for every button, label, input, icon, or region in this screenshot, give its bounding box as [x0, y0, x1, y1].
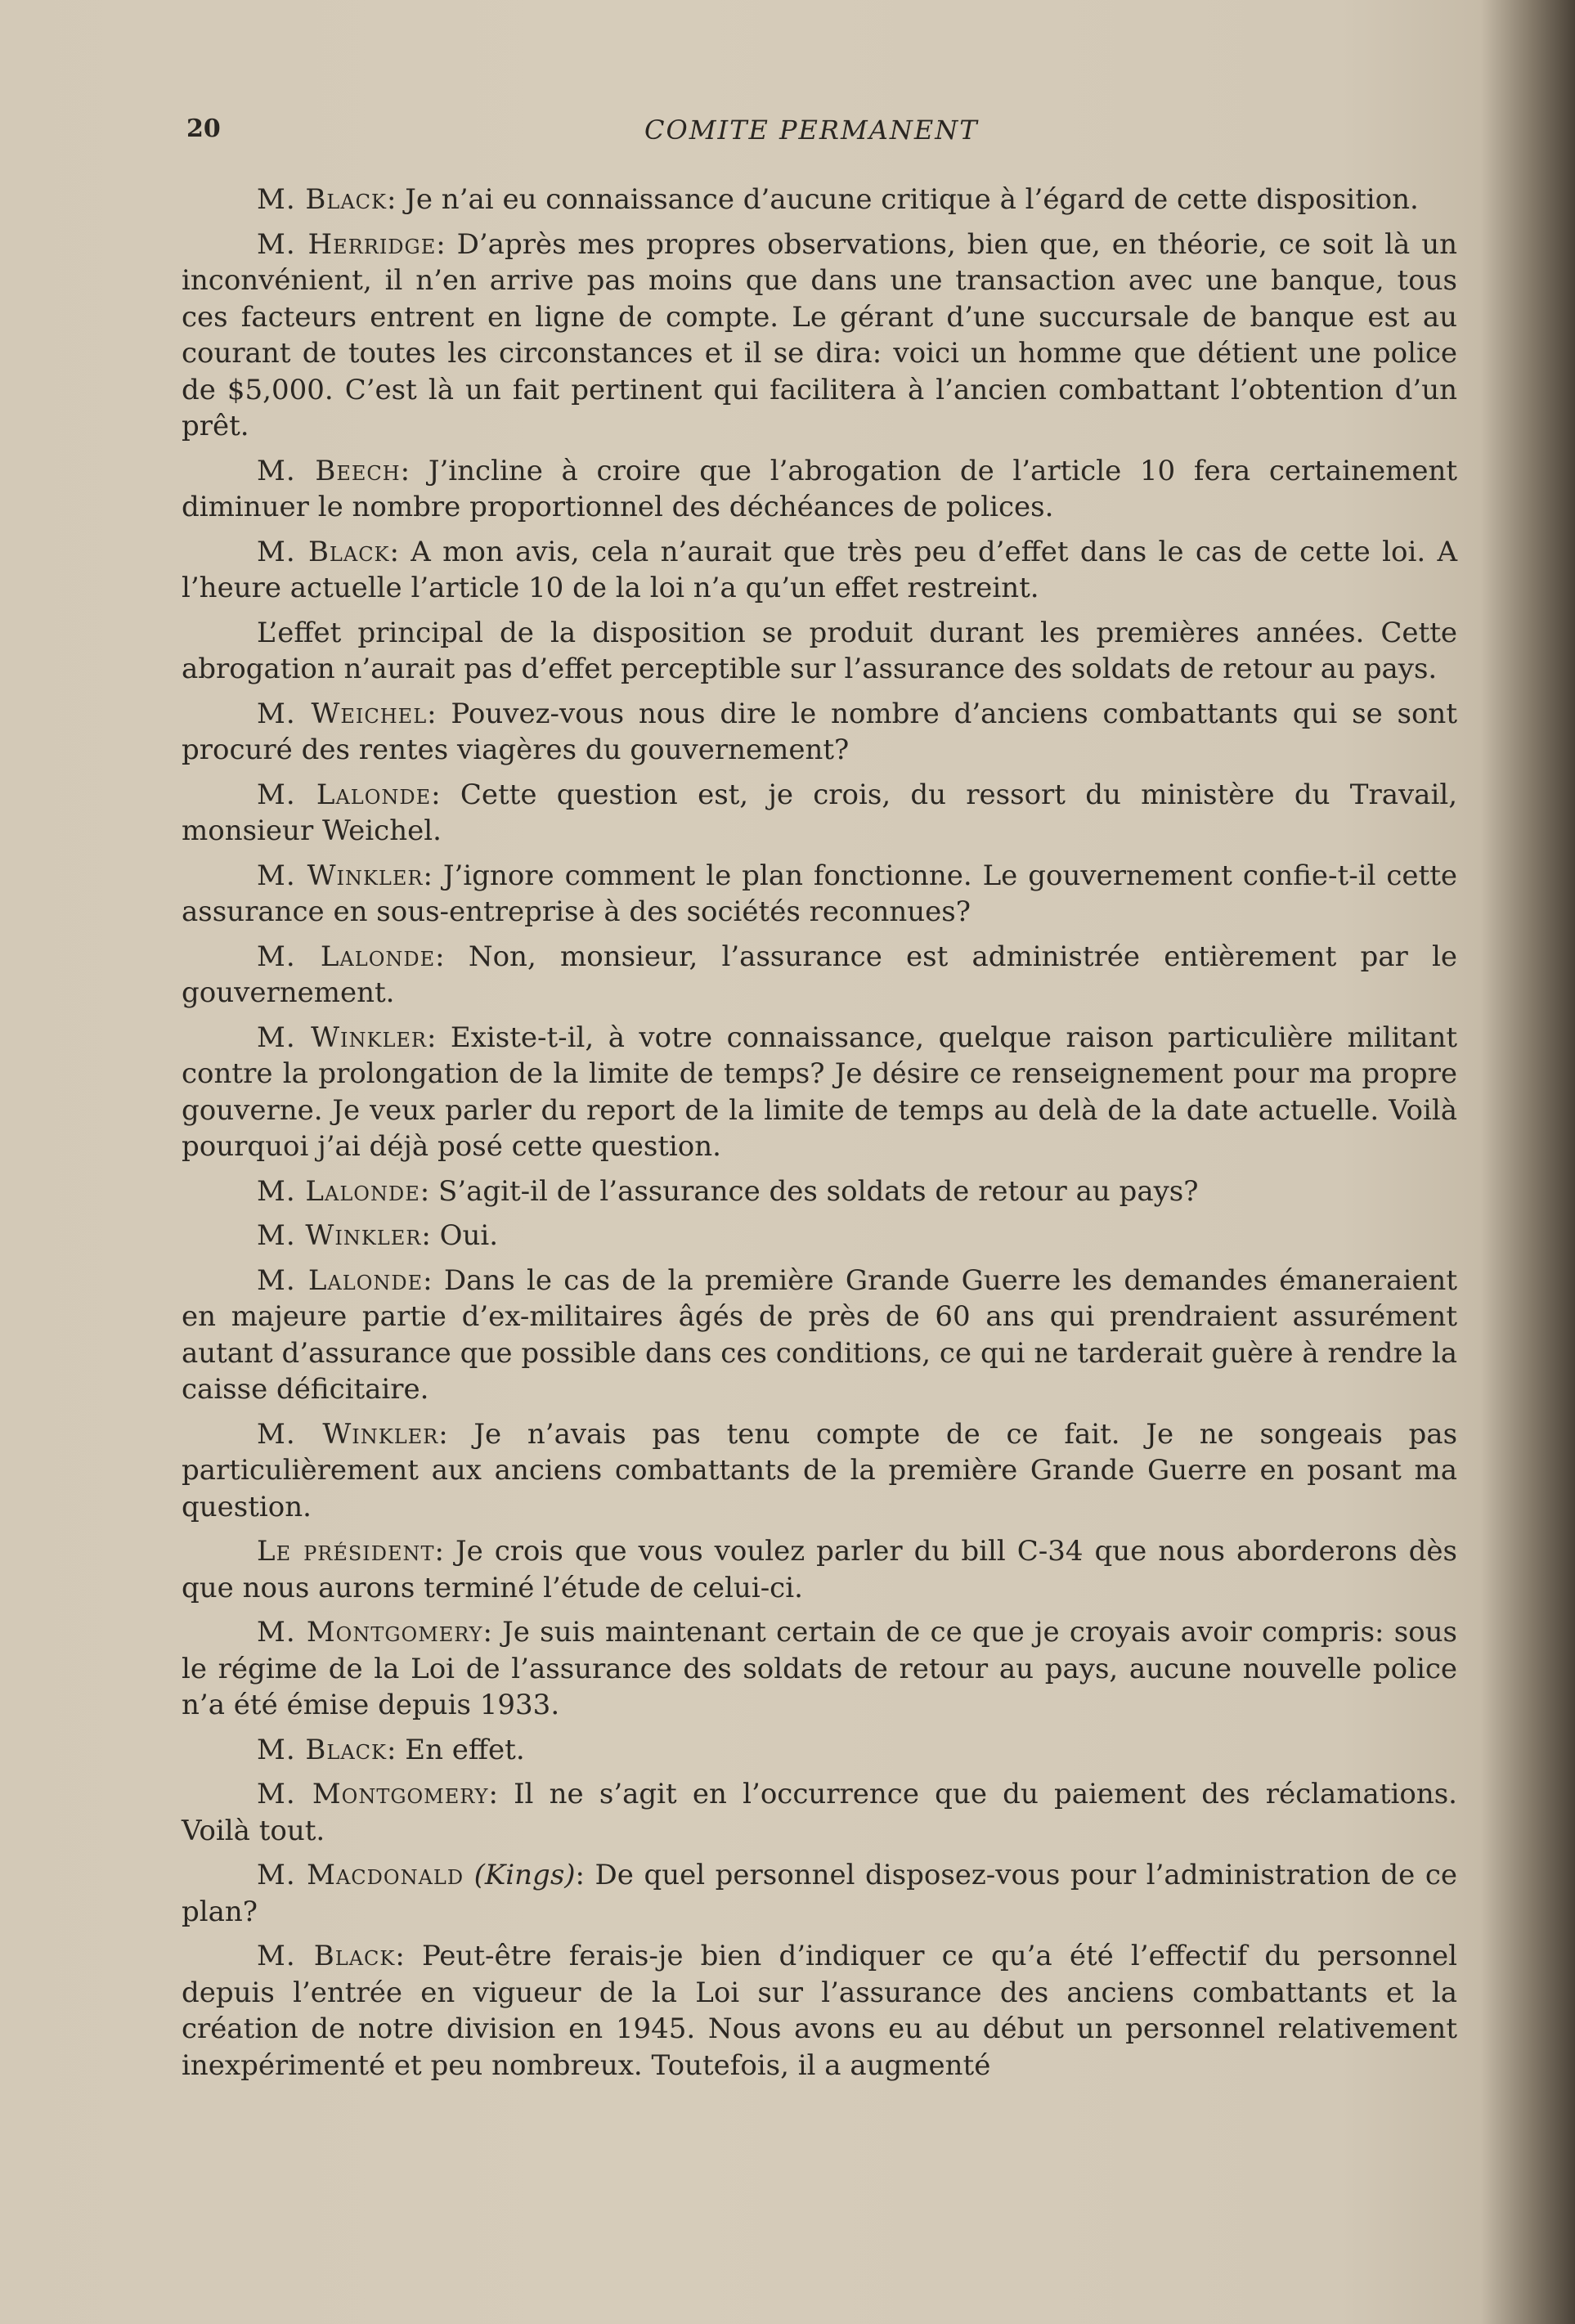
speaker-name: M. Lalonde	[257, 1174, 420, 1208]
paragraph: M. Winkler: Oui.	[257, 1219, 499, 1252]
paragraph-text: En effet.	[405, 1733, 525, 1766]
paragraph-text: S’agit-il de l’assurance des soldats de retour au pays?	[438, 1174, 1199, 1208]
speaker-name: M. Winkler	[257, 859, 424, 892]
speaker-name: M. Winkler	[257, 1219, 422, 1252]
paragraph-text: Je suis maintenant certain de ce que je croyais avoir compris: sous le régime de la Loi de l’assurance des soldats de retour au pays, aucune nouvelle police n’a été émise depuis 1933.	[182, 1616, 1457, 1721]
page-number: 20	[186, 114, 221, 143]
paragraph-text: J’ignore comment le plan fonctionne. Le gouvernement confie-t-il cette assurance en sous-entreprise à des sociétés reconnues?	[182, 859, 1457, 928]
paragraph: Le président: Je crois que vous voulez parler du bill C-34 que nous aborderons dès que nous aurons terminé l’étude de celui-ci.	[182, 1535, 1458, 1604]
speaker-name: M. Montgomery	[257, 1616, 483, 1649]
speaker-name: M. Beech	[257, 454, 401, 487]
paragraph-text: Je n’ai eu connaissance d’aucune critique à l’égard de cette disposition.	[405, 183, 1419, 216]
paragraph-text: Peut-être ferais-je bien d’indiquer ce qu’a été l’effectif du personnel depuis l’entrée en vigueur de la Loi sur l’assurance des anciens combattants et la création de notre division en 1945. Nous avons eu au début un personnel relativement inexpérimenté et peu nombreux. Toutefois, il a augmenté	[182, 1940, 1457, 2082]
paragraph-text: Je crois que vous voulez parler du bill C-34 que nous aborderons dès que nous aurons terminé l’étude de celui-ci.	[182, 1535, 1458, 1604]
paragraph-text: J’incline à croire que l’abrogation de l’article 10 fera certainement diminuer le nombre proportionnel des déchéances de polices.	[182, 454, 1457, 523]
paragraph: M. Black: En effet.	[257, 1733, 525, 1766]
speaker-name: M. Montgomery	[257, 1778, 489, 1810]
paragraph: M. Black: Je n’ai eu connaissance d’aucune critique à l’égard de cette disposition.	[257, 183, 1419, 216]
speaker-name: M. Lalonde	[257, 940, 436, 973]
speaker-name: M. Macdonald	[257, 1859, 464, 1891]
paragraph-text: Oui.	[439, 1219, 499, 1252]
paragraph: M. Black: Peut-être ferais-je bien d’indiquer ce qu’a été l’effectif du personnel depuis l’entrée en vigueur de la Loi sur l’assurance des anciens combattants et la création de notre division en 1945. Nous avons eu au début un personnel relativement inexpérimenté et peu nombreux. Toutefois, il a augmenté	[182, 1940, 1457, 2082]
paragraph: M. Winkler: Existe-t-il, à votre connaissance, quelque raison particulière militant contre la prolongation de la limite de temps? Je désire ce renseignement pour ma propre gouverne. Je veux parler du report de la limite de temps au delà de la date actuelle. Voilà pourquoi j’ai déjà posé cette question.	[182, 1021, 1458, 1163]
paragraph-text: L’effet principal de la disposition se produit durant les premières années. Cette abrogation n’aurait pas d’effet perceptible sur l’assurance des soldats de retour au pays.	[182, 616, 1457, 685]
paragraph-text: Pouvez-vous nous dire le nombre d’anciens combattants qui se sont procuré des rentes viagères du gouvernement?	[182, 697, 1457, 766]
speaker-name: M. Black	[257, 183, 387, 216]
paragraph: M. Winkler: J’ignore comment le plan fonctionne. Le gouvernement confie-t-il cette assurance en sous-entreprise à des sociétés reconnues?	[182, 859, 1457, 928]
speaker-name: M. Black	[257, 1733, 387, 1766]
paragraph: M. Lalonde: Non, monsieur, l’assurance est administrée entièrement par le gouvernement.	[182, 940, 1457, 1009]
page-header	[186, 114, 1454, 150]
paragraph: M. Lalonde: S’agit-il de l’assurance des soldats de retour au pays?	[257, 1174, 1199, 1208]
speaker-riding: (Kings)	[473, 1859, 576, 1891]
speaker-name: M. Lalonde	[257, 1263, 424, 1297]
speaker-name: M. Black	[257, 535, 390, 568]
paragraph-text: Cette question est, je crois, du ressort du ministère du Travail, monsieur Weichel.	[182, 778, 1457, 847]
paragraph: M. Beech: J’incline à croire que l’abrogation de l’article 10 fera certainement diminuer le nombre proportionnel des déchéances de polices.	[182, 454, 1457, 523]
paragraph-text: Non, monsieur, l’assurance est administrée entièrement par le gouvernement.	[182, 940, 1457, 1009]
paragraph: M. Black: A mon avis, cela n’aurait que très peu d’effet dans le cas de cette loi. A l’heure actuelle l’article 10 de la loi n’a qu’un effet restreint.	[182, 535, 1457, 604]
paragraph: M. Weichel: Pouvez-vous nous dire le nombre d’anciens combattants qui se sont procuré des rentes viagères du gouvernement?	[182, 697, 1457, 766]
running-title: COMITE PERMANENT	[644, 114, 979, 146]
paragraph-text: D’après mes propres observations, bien que, en théorie, ce soit là un inconvénient, il n’en arrive pas moins que dans une transaction avec une banque, tous ces facteurs entrent en ligne de compte. Le gérant d’une succursale de banque est au courant de toutes les circonstances et il se dira: voici un homme que détient une police de $5,000. C’est là un fait pertinent qui facilitera à l’ancien combattant l’obtention d’un prêt.	[182, 227, 1458, 442]
paragraph: M. Lalonde: Dans le cas de la première Grande Guerre les demandes émaneraient en majeure partie d’ex-militaires âgés de près de 60 ans qui prendraient assurément autant d’assurance que possible dans ces conditions, ce qui ne tarderait guère à rendre la caisse déficitaire.	[182, 1263, 1457, 1406]
paragraph: M. Montgomery: Il ne s’agit en l’occurrence que du paiement des réclamations. Voilà tout.	[182, 1778, 1457, 1847]
paragraph-text: A mon avis, cela n’aurait que très peu d’effet dans le cas de cette loi. A l’heure actuelle l’article 10 de la loi n’a qu’un effet restreint.	[182, 535, 1457, 604]
paragraph-text: De quel personnel disposez-vous pour l’administration de ce plan?	[182, 1859, 1457, 1928]
paragraph: M. Lalonde: Cette question est, je crois, du ressort du ministère du Travail, monsieur Weichel.	[182, 778, 1457, 847]
paragraph-text: Existe-t-il, à votre connaissance, quelque raison particulière militant contre la prolongation de la limite de temps? Je désire ce renseignement pour ma propre gouverne. Je veux parler du report de la limite de temps au delà de la date actuelle. Voilà pourquoi j’ai déjà posé cette question.	[182, 1021, 1458, 1163]
speaker-name: M. Black	[257, 1940, 396, 1972]
paragraph	[182, 615, 1457, 688]
paragraph-text: Dans le cas de la première Grande Guerre les demandes émaneraient en majeure partie d’ex-militaires âgés de près de 60 ans qui prendraient assurément autant d’assurance que possible dans ces conditions, ce qui ne tarderait guère à rendre la caisse déficitaire.	[182, 1263, 1457, 1406]
speaker-name: M. Winkler	[257, 1021, 427, 1054]
speaker-name: M. Lalonde	[257, 778, 432, 811]
paragraph-text: Je n’avais pas tenu compte de ce fait. Je ne songeais pas particulièrement aux anciens combattants de la première Grande Guerre en posant ma question.	[182, 1417, 1458, 1523]
paragraph: M. Herridge: D’après mes propres observations, bien que, en théorie, ce soit là un inconvénient, il n’en arrive pas moins que dans une transaction avec une banque, tous ces facteurs entrent en ligne de compte. Le gérant d’une succursale de banque est au courant de toutes les circonstances et il se dira: voici un homme que détient une police de $5,000. C’est là un fait pertinent qui facilitera à l’ancien combattant l’obtention d’un prêt.	[182, 227, 1458, 442]
speaker-name: M. Winkler	[257, 1417, 439, 1451]
paragraph-text: Il ne s’agit en l’occurrence que du paiement des réclamations. Voilà tout.	[182, 1778, 1457, 1847]
paragraph: M. Winkler: Je n’avais pas tenu compte de ce fait. Je ne songeais pas particulièrement aux anciens combattants de la première Grande Guerre en posant ma question.	[182, 1417, 1458, 1523]
speaker-name: M. Weichel	[257, 697, 428, 730]
paragraph: M. Macdonald (Kings): De quel personnel disposez-vous pour l’administration de ce plan?	[182, 1859, 1457, 1928]
speaker-name: M. Herridge	[257, 227, 437, 261]
body-text	[182, 182, 1457, 2092]
paragraph: M. Montgomery: Je suis maintenant certain de ce que je croyais avoir compris: sous le régime de la Loi de l’assurance des soldats de retour au pays, aucune nouvelle police n’a été émise depuis 1933.	[182, 1616, 1457, 1721]
speaker-name: Le président	[257, 1535, 435, 1568]
